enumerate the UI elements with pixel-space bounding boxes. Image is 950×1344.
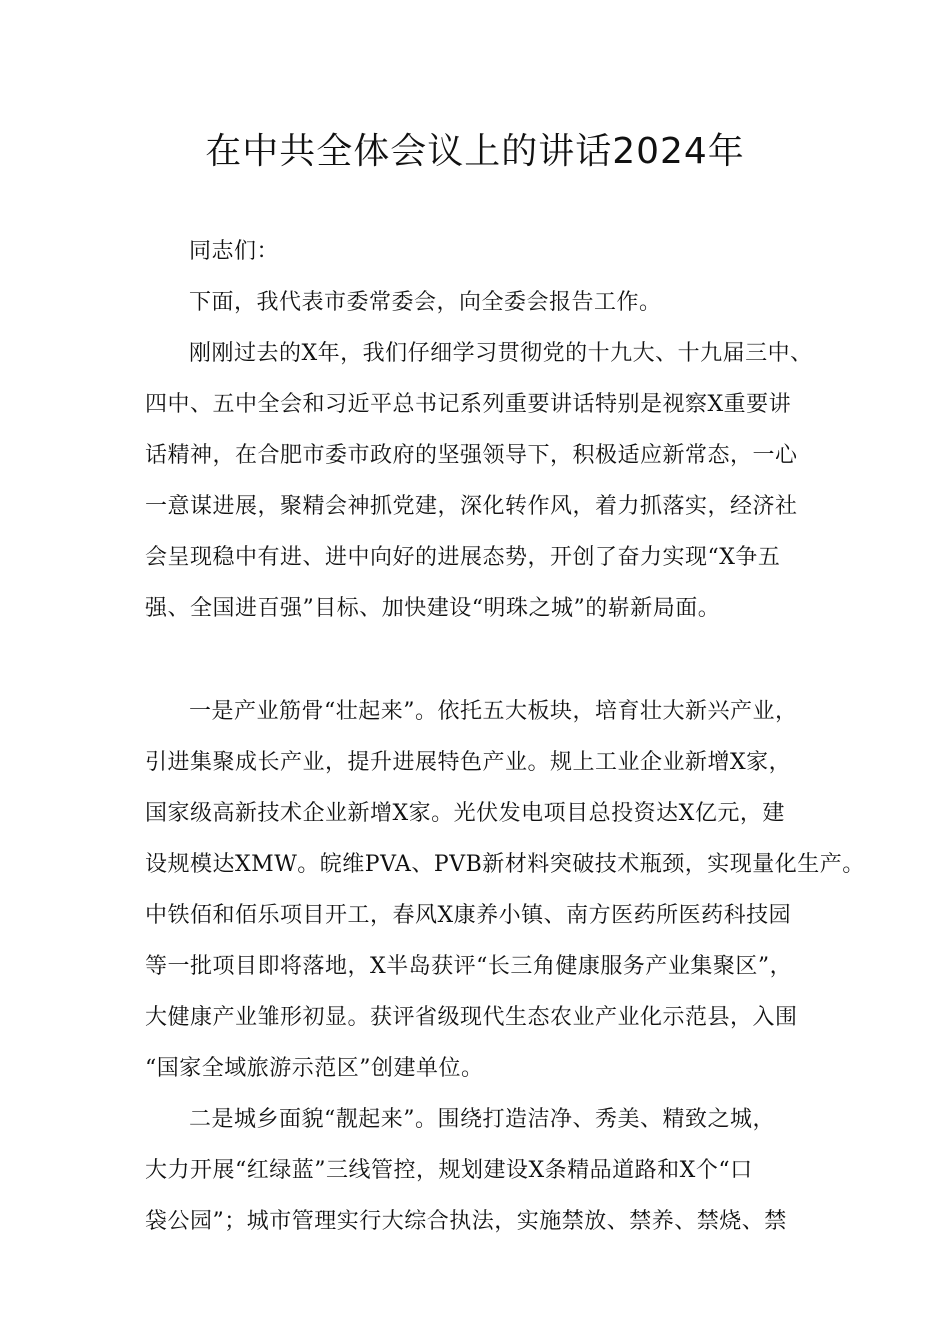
document-body xyxy=(145,226,865,1247)
paragraph-line: 会呈现稳中有进、进中向好的进展态势，开创了奋力实现“X争五 xyxy=(145,545,781,570)
document-title: 在中共全体会议上的讲话2024年 xyxy=(205,131,745,172)
paragraph-line: 二是城乡面貌“靓起来”。围绕打造洁净、秀美、精致之城， xyxy=(189,1107,775,1132)
paragraph-line: 设规模达XMW。皖维PVA、PVB新材料突破技术瓶颈，实现量化生产。 xyxy=(145,852,865,877)
paragraph-line: 刚刚过去的X年，我们仔细学习贯彻党的十九大、十九届三中、 xyxy=(189,341,813,366)
paragraph-line: 大健康产业雏形初显。获评省级现代生态农业产业化示范县，入围 xyxy=(145,1005,798,1030)
paragraph-line: 等一批项目即将落地，X半岛获评“长三角健康服务产业集聚区”， xyxy=(145,954,793,979)
paragraph-line: 大力开展“红绿蓝”三线管控，规划建设X条精品道路和X个“口 xyxy=(145,1158,753,1183)
paragraph-gap xyxy=(145,634,835,686)
paragraph-line: 袋公园”；城市管理实行大综合执法，实施禁放、禁养、禁烧、禁 xyxy=(145,1209,787,1234)
paragraph-line: 四中、五中全会和习近平总书记系列重要讲话特别是视察X重要讲 xyxy=(145,392,792,417)
paragraph-line: 引进集聚成长产业，提升进展特色产业。规上工业企业新增X家， xyxy=(145,750,792,775)
paragraph-line: 下面，我代表市委常委会，向全委会报告工作。 xyxy=(189,290,662,315)
paragraph-line: 话精神，在合肥市委市政府的坚强领导下，积极适应新常态，一心 xyxy=(145,443,798,468)
paragraph-line: 中铁佰和佰乐项目开工，春风X康养小镇、南方医药所医药科技园 xyxy=(145,903,792,928)
salutation-line: 同志们： xyxy=(189,239,280,264)
paragraph-line: 强、全国进百强”目标、加快建设“明珠之城”的崭新局面。 xyxy=(145,596,721,621)
paragraph-line: “国家全域旅游示范区”创建单位。 xyxy=(145,1056,484,1081)
paragraph-line: 一意谋进展，聚精会神抓党建，深化转作风，着力抓落实，经济社 xyxy=(145,494,798,519)
paragraph-line: 国家级高新技术企业新增X家。光伏发电项目总投资达X亿元，建 xyxy=(145,801,785,826)
paragraph-line: 一是产业筋骨“壮起来”。依托五大板块，培育壮大新兴产业， xyxy=(189,699,798,724)
